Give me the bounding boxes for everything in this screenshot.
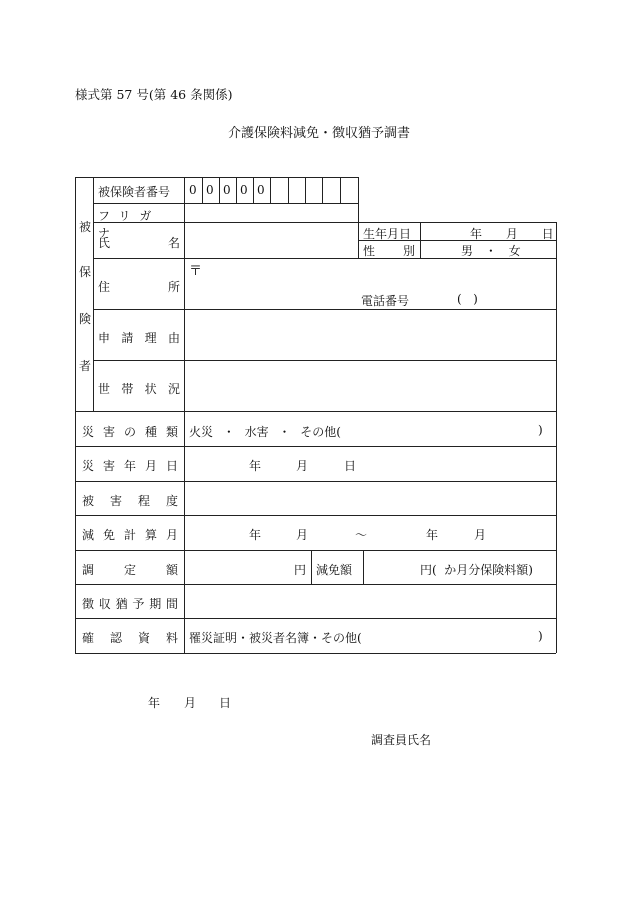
postal-mark: 〒: [189, 264, 203, 279]
disaster-month: 月: [296, 459, 309, 473]
disaster-year: 年: [249, 459, 262, 473]
disaster-type-label: 災害の種類: [82, 425, 178, 439]
digit[interactable]: 0: [257, 183, 265, 197]
confirmation-docs-value[interactable]: 罹災証明・被災者名簿・その他(: [189, 631, 362, 645]
digit[interactable]: 0: [223, 183, 231, 197]
name-label: 氏 名: [98, 236, 180, 250]
exempt-month-1: 月: [296, 528, 309, 542]
birthdate-label: 生年月日: [363, 227, 412, 241]
confirmation-docs-close: ): [538, 629, 543, 643]
insured-label-2: 保: [79, 265, 92, 279]
digit[interactable]: 0: [189, 183, 197, 197]
form-number: 様式第 57 号(第 46 条関係): [75, 87, 233, 102]
exempt-year-1: 年: [249, 528, 262, 542]
footer-year: 年: [148, 696, 161, 710]
assessed-yen: 円: [294, 563, 307, 577]
exemption-period-label: 減免計算月: [82, 528, 178, 542]
insured-label-4: 者: [79, 359, 92, 373]
insured-label-3: 険: [79, 312, 92, 326]
deferral-period-label: 徴収猶予期間: [82, 597, 178, 611]
damage-degree-label: 被害程度: [82, 494, 178, 508]
exempt-amount-value[interactable]: 円( か月分保険料額): [420, 563, 533, 577]
household-label: 世帯状況: [98, 382, 180, 396]
exempt-amount-label: 減免額: [316, 563, 353, 577]
footer-day: 日: [219, 696, 232, 710]
exempt-year-2: 年: [426, 528, 439, 542]
disaster-type-close: ): [538, 423, 543, 437]
disaster-day: 日: [344, 459, 357, 473]
digit[interactable]: 0: [206, 183, 214, 197]
address-label: 住 所: [98, 280, 180, 294]
digit[interactable]: 0: [240, 183, 248, 197]
assessed-amount-label: 調定額: [82, 563, 178, 577]
phone-paren[interactable]: ( ): [457, 292, 478, 306]
birthdate-value[interactable]: 年 月 日: [470, 227, 554, 241]
sex-label: 性 別: [363, 244, 415, 258]
disaster-type-value[interactable]: 火災 ・ 水害 ・ その他(: [189, 425, 341, 439]
furigana-label: フリガナ: [98, 209, 161, 240]
confirmation-docs-label: 確認資料: [82, 631, 178, 645]
sex-value[interactable]: 男 ・ 女: [461, 244, 521, 258]
disaster-date-label: 災害年月日: [82, 459, 178, 473]
exempt-tilde: 〜: [355, 528, 368, 542]
footer-month: 月: [184, 696, 197, 710]
insured-label-1: 被: [79, 220, 92, 234]
page-title: 介護保険料減免・徴収猶予調書: [228, 126, 411, 141]
insured-number-label: 被保険者番号: [98, 185, 171, 199]
investigator-name-label: 調査員氏名: [371, 733, 432, 747]
phone-label: 電話番号: [361, 294, 410, 308]
reason-label: 申請理由: [98, 331, 180, 345]
exempt-month-2: 月: [474, 528, 487, 542]
